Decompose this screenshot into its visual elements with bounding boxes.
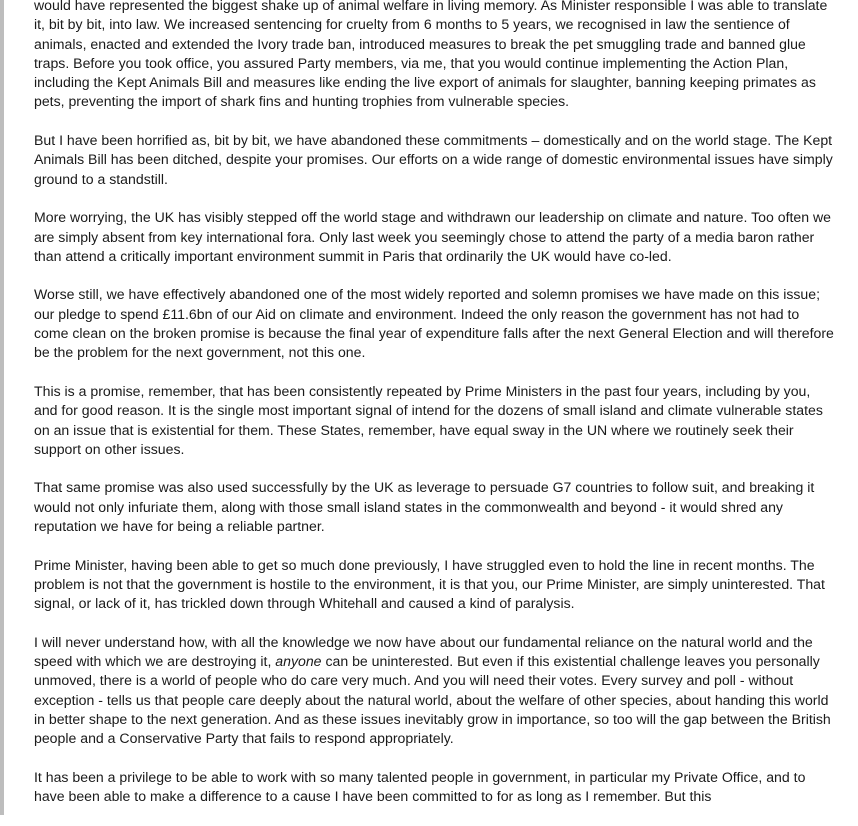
paragraph-natural-world (34, 633, 834, 749)
emphasis-anyone: anyone (275, 653, 322, 670)
paragraph-g7-leverage: That same promise was also used successfully by the UK as leverage to persuade G7 countries to follow suit, and breaking it would not only infuriate them, along with those small island states in the commonwealth and beyond - it would shred any reputation we have for being a reliable partner. (34, 479, 815, 535)
letter-body (34, 0, 834, 826)
paragraph-world-stage: More worrying, the UK has visibly stepped off the world stage and withdrawn our leadership on climate and nature. Too often we are simply absent from key international fora. Only last week you seemingly chose to attend the party of a media baron rather than attend a critically important environment summit in Paris that ordinarily the UK would have co-led. (34, 209, 832, 264)
paragraph-promise: This is a promise, remember, that has been consistently repeated by Prime Ministers in the past four years, including by you, and for good reason. It is the single most important signal of intend for the dozens of small island and climate vulnerable states on an issue that is existential for them. These States, remember, have equal sway in the UN where we routinely seek their support on other issues. (34, 382, 823, 457)
paragraph-abandoned-commitments: But I have been horrified as, bit by bit, we have abandoned these commitments – domestically and on the world stage. The Kept Animals Bill has been ditched, despite your promises. Our efforts on a wide range of domestic environmental issues have simply ground to a standstill. (34, 132, 833, 187)
paragraph-animal-welfare: would have represented the biggest shake up of animal welfare in living memory. As Minister responsible I was able to translate it, bit by bit, into law. We increased sentencing for cruelty from 6 months to 5 years, we recognised in law the sentience of animals, enacted and extended the Ivory trade ban, introduced measures to break the pet smuggling trade and banned glue traps. Before you took office, you assured Party members, via me, that you would continue implementing the Action Plan, including the Kept Animals Bill and measures like ending the live export of animals for slaughter, banning keeping primates as pets, preventing the import of shark fins and hunting trophies from vulnerable species. (34, 0, 828, 110)
paragraph-natural-world-start: I will never understand how, with all the knowledge we now have about our fundamental reliance on the natural world and the speed with which we are destroying it, (34, 633, 813, 670)
paragraph-aid-pledge: Worse still, we have effectively abandoned one of the most widely reported and solemn promises we have made on this issue; our pledge to spend £11.6bn of our Aid on climate and environment. Indeed the only reason the government has not had to come clean on the broken promise is because the final year of expenditure falls after the next General Election and will therefore be the problem for the next government, not this one. (34, 286, 834, 361)
paragraph-natural-world-end: can be uninterested. But even if this existential challenge leaves you personally unmoved, there is a world of people who do care very much. And you will need their votes. Every survey and poll - without exception - tells us that people care deeply about the natural world, about the welfare of other species, about handing this world in better shape to the next generation. And as these issues inevitably grow in importance, so too will the gap between the British people and a Conservative Party that fails to respond appropriately. (34, 653, 831, 747)
paragraph-privilege: It has been a privilege to be able to work with so many talented people in government, in particular my Private Office, and to have been able to make a difference to a cause I have been committed to for as long as I remember. But this (34, 768, 806, 805)
paragraph-uninterested: Prime Minister, having been able to get so much done previously, I have struggled even to hold the line in recent months. The problem is not that the government is hostile to the environment, it is that you, our Prime Minister, are simply uninterested. That signal, or lack of it, has trickled down through Whitehall and caused a kind of paralysis. (34, 556, 825, 612)
page-edge (0, 0, 4, 815)
